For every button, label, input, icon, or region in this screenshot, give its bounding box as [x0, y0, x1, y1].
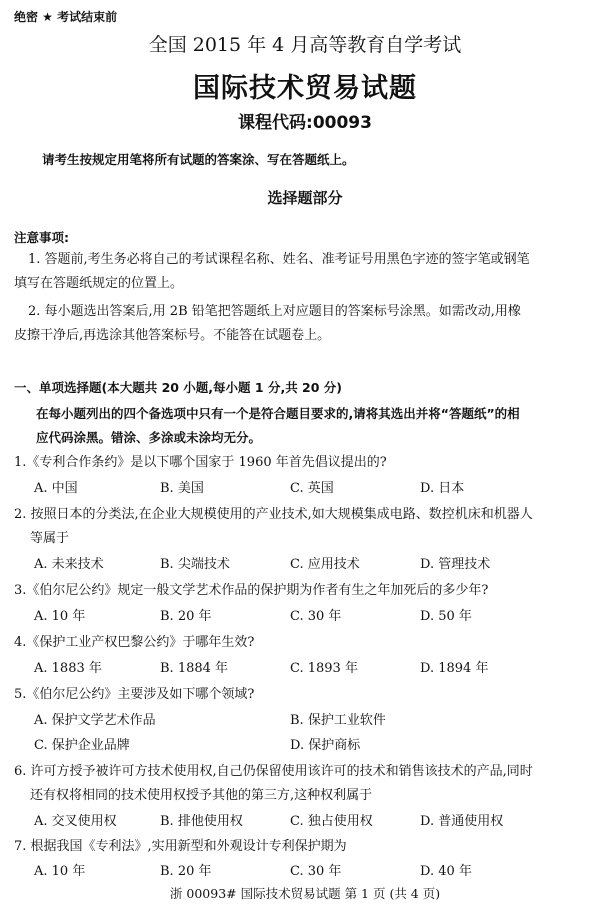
- q5-option-c: C. 保护企业品牌: [34, 738, 130, 753]
- q4-option-a: A. 1883 年: [34, 661, 102, 676]
- q7-option-d: D. 40 年: [420, 864, 472, 879]
- q3-option-a: A. 10 年: [34, 609, 86, 624]
- q5-option-a: A. 保护文学艺术作品: [34, 713, 156, 728]
- q7-option-b: B. 20 年: [160, 864, 212, 879]
- q3-option-c: C. 30 年: [290, 609, 342, 624]
- question-7: 7. 根据我国《专利法》,实用新型和外观设计专利保护期为: [14, 839, 347, 854]
- q4-option-b: B. 1884 年: [160, 661, 229, 676]
- page-footer: 浙 00093# 国际技术贸易试题 第 1 页 (共 4 页): [169, 886, 441, 901]
- q3-option-b: B. 20 年: [160, 609, 212, 624]
- question-6-line2: 还有权将相同的技术使用权授予其他的第三方,这种权利属于: [30, 788, 373, 803]
- q2-option-c: C. 应用技术: [290, 557, 360, 572]
- page-title: 国际技术贸易试题: [193, 73, 417, 104]
- q7-option-a: A. 10 年: [34, 864, 86, 879]
- q1-option-d: D. 日本: [420, 481, 465, 496]
- question-4: 4.《保护工业产权巴黎公约》于哪年生效?: [14, 635, 255, 650]
- q6-option-b: B. 排他使用权: [160, 814, 243, 829]
- notes-heading: 注意事项:: [14, 230, 69, 245]
- q4-option-d: D. 1894 年: [420, 661, 489, 676]
- q3-option-d: D. 50 年: [420, 609, 472, 624]
- q2-option-b: B. 尖端技术: [160, 557, 230, 572]
- q2-option-d: D. 管理技术: [420, 557, 491, 572]
- question-6-line1: 6. 许可方授予被许可方技术使用权,自己仍保留使用该许可的技术和销售该技术的产品,同时: [14, 764, 533, 779]
- note1-line1: 1. 答题前,考生务必将自己的考试课程名称、姓名、准考证号用黑色字迹的签字笔或钢笔: [28, 252, 530, 267]
- q2-option-a: A. 未来技术: [34, 557, 104, 572]
- note2-line1: 2. 每小题选出答案后,用 2B 铅笔把答题纸上对应题目的答案标号涂黑。如需改动,用橡: [28, 304, 521, 319]
- question-2-line2: 等属于: [30, 531, 70, 546]
- exam-name: 全国 2015 年 4 月高等教育自学考试: [148, 34, 462, 56]
- q6-option-d: D. 普通使用权: [420, 814, 504, 829]
- q1-option-b: B. 美国: [160, 481, 204, 496]
- q1-option-a: A. 中国: [34, 481, 78, 496]
- section-desc-line1: 在每小题列出的四个备选项中只有一个是符合题目要求的,请将其选出并将“答题纸”的相: [36, 406, 520, 421]
- q6-option-c: C. 独占使用权: [290, 814, 373, 829]
- q6-option-a: A. 交叉使用权: [34, 814, 117, 829]
- q4-option-c: C. 1893 年: [290, 661, 358, 676]
- question-5: 5.《伯尔尼公约》主要涉及如下哪个领域?: [14, 687, 255, 702]
- q7-option-c: C. 30 年: [290, 864, 342, 879]
- instruction: 请考生按规定用笔将所有试题的答案涂、写在答题纸上。: [42, 152, 355, 167]
- part-title: 选择题部分: [267, 189, 343, 207]
- course-code: 课程代码:00093: [238, 113, 372, 133]
- q1-option-c: C. 英国: [290, 481, 334, 496]
- q5-option-d: D. 保护商标: [290, 738, 361, 753]
- question-2-line1: 2. 按照日本的分类法,在企业大规模使用的产业技术,如大规模集成电路、数控机床和机器人: [14, 507, 533, 522]
- note2-line2: 皮擦干净后,再选涂其他答案标号。不能答在试题卷上。: [14, 328, 331, 343]
- q5-option-b: B. 保护工业软件: [290, 713, 386, 728]
- section-desc-line2: 应代码涂黑。错涂、多涂或未涂均无分。: [36, 430, 262, 445]
- question-3: 3.《伯尔尼公约》规定一般文学艺术作品的保护期为作者有生之年加死后的多少年?: [14, 583, 489, 598]
- question-1: 1.《专利合作条约》是以下哪个国家于 1960 年首先倡议提出的?: [14, 455, 387, 470]
- note1-line2: 填写在答题纸规定的位置上。: [14, 276, 184, 291]
- confidential-mark: 绝密 ★ 考试结束前: [14, 10, 118, 24]
- section-title: 一、单项选择题(本大题共 20 小题,每小题 1 分,共 20 分): [14, 380, 343, 395]
